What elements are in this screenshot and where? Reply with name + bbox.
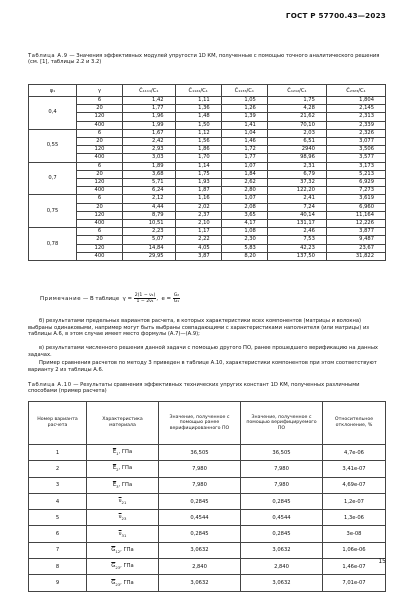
table9-value-cell: 9,487 [326,236,385,244]
table9-value-cell: 10,51 [123,220,176,228]
table9-gamma-cell: 120 [77,179,123,187]
tested-value-cell: 0,2845 [241,493,323,509]
table9-gamma-cell: 120 [77,146,123,154]
table9-col-c1111: C̄₁₁₁₁/C₁ [123,85,176,97]
table9-value-cell: 2940 [267,146,326,154]
table9-value-cell: 1,804 [326,97,385,105]
table9-value-cell: 1,14 [175,162,221,170]
reference-value-cell: 0,4544 [159,510,241,526]
table9-value-cell: 1,75 [175,170,221,178]
reference-value-cell: 3,0632 [159,575,241,591]
table9-value-cell: 2,339 [326,121,385,129]
table9-caption [28,53,386,66]
table9-value-cell: 2,41 [267,195,326,203]
table9-col-phi: φ₁ [29,85,77,97]
table9-value-cell: 14,84 [123,244,176,252]
table9-row [29,244,386,252]
characteristic-symbol: $\overline{E}$ [112,449,117,456]
table10-caption-label: Таблица А.10 [28,382,72,388]
characteristic-unit: , ГПа [118,449,133,456]
table9-gamma-cell: 6 [77,162,123,170]
characteristic-subscript: 31 [121,532,127,538]
paragraph-v: в) результатами численного решения данной задачи с помощью другого ПО, ранее прошедшего верификацию на данных задачах. [28,345,378,358]
reference-value-cell: 7,980 [159,461,241,477]
table10-row [29,542,386,558]
characteristic-symbol: $\overline{E}$ [112,465,117,472]
deviation-cell: 3,41е-07 [323,461,386,477]
table9-value-cell: 7,53 [267,236,326,244]
table9-value-cell: 2,37 [175,211,221,219]
tested-value-cell: 3,0632 [241,575,323,591]
table9-row [29,97,386,105]
table10-row [29,461,386,477]
table9-value-cell: 6,51 [267,138,326,146]
characteristic-symbol: $\overline{G}$ [111,579,116,586]
table9-value-cell: 2,02 [175,203,221,211]
table9-value-cell: 3,68 [123,170,176,178]
table9-value-cell: 5,71 [123,179,176,187]
table9-value-cell: 2,03 [267,129,326,137]
table9-row [29,146,386,154]
table9-row [29,179,386,187]
e-numerator: G₂ [173,293,180,298]
table9-value-cell: 1,11 [175,97,221,105]
table9-gamma-cell: 20 [77,236,123,244]
tested-value-cell: 0,2845 [241,526,323,542]
table9-value-cell: 4,28 [267,105,326,113]
table10-col-deviation: Относительное отклонение, % [323,402,386,445]
characteristic-unit: , ГПа [120,563,134,570]
characteristic-unit: , ГПа [118,465,133,472]
table9-caption-text: — Значения эффективных модулей упругости 1D КМ, полученные с помощью точного аналитического решения (см. [1], таблицы 2.2 и 3.2) [28,53,380,66]
deviation-cell: 1,2е-07 [323,493,386,509]
reference-value-cell: 0,2845 [159,493,241,509]
table9-value-cell: 1,87 [175,187,221,195]
table9-value-cell: 1,08 [221,228,267,236]
table9-value-cell: 1,70 [175,154,221,162]
formula-separator: , [156,296,159,302]
table9-phi-cell: 0,75 [29,195,77,228]
table9-value-cell: 12,226 [326,220,385,228]
gamma-numerator: 2(1 − ν₁) [134,293,156,298]
table9-value-cell: 98,96 [267,154,326,162]
table9-gamma-cell: 20 [77,138,123,146]
table9-gamma-cell: 20 [77,203,123,211]
table9-row [29,113,386,121]
table9-value-cell: 3,577 [326,154,385,162]
table9-value-cell: 31,822 [326,252,385,260]
table9-value-cell: 8,79 [123,211,176,219]
table9-value-cell: 2,31 [267,162,326,170]
variant-number-cell: 7 [29,542,87,558]
table9-value-cell: 6,24 [123,187,176,195]
table9-value-cell: 1,26 [221,105,267,113]
table10-col-reference-value: Значение, полученное с помощью ранее верифицированного ПО [159,402,241,445]
table10-row [29,510,386,526]
table9-value-cell: 2,93 [123,146,176,154]
deviation-cell: 4,7е-06 [323,445,386,461]
table9-value-cell: 3,619 [326,195,385,203]
table9-value-cell: 1,48 [175,113,221,121]
table9-phi-cell: 0,78 [29,228,77,261]
tested-value-cell: 2,840 [241,559,323,575]
deviation-cell: 1,3е-06 [323,510,386,526]
characteristic-cell [87,510,159,526]
table9-col-gamma: γ [77,85,123,97]
table9-value-cell: 1,84 [221,170,267,178]
table9-value-cell: 122,20 [267,187,326,195]
table10-col-tested-value: Значение, полученное с помощью верифицируемого ПО [241,402,323,445]
table9-value-cell: 2,23 [123,228,176,236]
table9-row [29,105,386,113]
gamma-formula-fraction [134,293,157,304]
table10-header-row [29,402,386,445]
table9-value-cell: 1,39 [221,113,267,121]
table9-value-cell: 3,65 [221,211,267,219]
table9-value-cell: 1,89 [123,162,176,170]
variant-number-cell: 2 [29,461,87,477]
deviation-cell: 1,06е-06 [323,542,386,558]
table9-value-cell: 4,17 [221,220,267,228]
characteristic-cell [87,461,159,477]
table9-row [29,187,386,195]
e-formula-lhs: e = [161,296,172,302]
table9-phi-cell: 0,7 [29,162,77,195]
table9-value-cell: 8,20 [221,252,267,260]
table9-gamma-cell: 20 [77,170,123,178]
table9-value-cell: 1,07 [221,162,267,170]
table9-value-cell: 1,07 [221,195,267,203]
gamma-denominator: 1 − 2ν₁ [136,299,154,304]
table9-value-cell: 1,41 [221,121,267,129]
table9-gamma-cell: 400 [77,121,123,129]
characteristic-subscript: 2 [116,467,119,473]
characteristic-subscript: 21 [121,500,127,506]
table9-value-cell: 1,75 [267,97,326,105]
table9-gamma-cell: 120 [77,113,123,121]
table9-col-c1212: C̄₁₂₁₂/C₁ [267,85,326,97]
variant-number-cell: 6 [29,526,87,542]
table9-value-cell: 1,12 [175,129,221,137]
table9-value-cell: 5,83 [221,244,267,252]
table9-row [29,203,386,211]
characteristic-subscript: 1 [116,451,119,457]
deviation-cell: 7,01е-07 [323,575,386,591]
table10-row [29,559,386,575]
characteristic-cell [87,493,159,509]
table9-value-cell: 1,67 [123,129,176,137]
table9-value-cell: 6,929 [326,179,385,187]
table9-row [29,195,386,203]
table9-value-cell: 1,42 [123,97,176,105]
table9-value-cell: 1,72 [221,146,267,154]
table9-value-cell: 7,273 [326,187,385,195]
characteristic-subscript: 23 [121,516,127,522]
deviation-cell: 1,46е-07 [323,559,386,575]
characteristic-symbol: $\overline{E}$ [112,481,117,488]
table9-value-cell: 21,62 [267,113,326,121]
note-text: — В таблице [81,296,120,302]
table9-value-cell: 1,77 [221,154,267,162]
table9-value-cell: 1,86 [175,146,221,154]
table10-col-variant: Номер варианта расчета [29,402,87,445]
tested-value-cell: 36,505 [241,445,323,461]
table9-value-cell: 1,16 [175,195,221,203]
table9-row [29,154,386,162]
characteristic-subscript: 23 [115,581,121,587]
characteristic-symbol: $\overline{\nu}$ [118,530,122,537]
tested-value-cell: 0,4544 [241,510,323,526]
tested-value-cell: 7,980 [241,461,323,477]
table9-value-cell: 3,87 [175,252,221,260]
table9-value-cell: 1,93 [175,179,221,187]
table10-col-characteristic: Характеристика материала [87,402,159,445]
table9-value-cell: 2,326 [326,129,385,137]
table-a9 [28,84,386,261]
table9-value-cell: 2,42 [123,138,176,146]
reference-value-cell: 36,505 [159,445,241,461]
gamma-formula-lhs: γ = [122,296,132,302]
characteristic-subscript: 12 [115,548,121,554]
table9-col-c2323: C̄₂₃₂₃/C₁ [326,85,385,97]
table9-value-cell: 42,23 [267,244,326,252]
reference-value-cell: 0,2845 [159,526,241,542]
table9-value-cell: 2,30 [221,236,267,244]
table9-gamma-cell: 6 [77,129,123,137]
table9-row [29,129,386,137]
characteristic-unit: , ГПа [120,546,134,553]
table9-gamma-cell: 6 [77,195,123,203]
table9-gamma-cell: 400 [77,252,123,260]
variant-number-cell: 4 [29,493,87,509]
table9-value-cell: 2,08 [221,203,267,211]
characteristic-unit: , ГПа [118,481,133,488]
table9-value-cell: 137,50 [267,252,326,260]
table10-caption-text: — Результаты сравнения эффективных технических упругих констант 1D КМ, полученных различными способами (пример расчета) [28,382,360,395]
table9-value-cell: 6,960 [326,203,385,211]
reference-value-cell: 3,0632 [159,542,241,558]
table9-value-cell: 70,10 [267,121,326,129]
table9-value-cell: 131,17 [267,220,326,228]
table9-value-cell: 2,145 [326,105,385,113]
table9-row [29,211,386,219]
deviation-cell: 4,69е-07 [323,477,386,493]
table10-caption [28,382,386,395]
variant-number-cell: 3 [29,477,87,493]
characteristic-subscript: 23 [115,565,121,571]
e-denominator: G₁ [173,299,180,304]
table9-value-cell: 5,07 [123,236,176,244]
table9-row [29,170,386,178]
table9-value-cell: 1,99 [123,121,176,129]
characteristic-cell [87,542,159,558]
characteristic-symbol: $\overline{G}$ [111,563,116,570]
table9-note [40,293,180,304]
variant-number-cell: 5 [29,510,87,526]
tested-value-cell: 3,0632 [241,542,323,558]
characteristic-cell [87,477,159,493]
table9-gamma-cell: 400 [77,154,123,162]
table9-row [29,236,386,244]
table10-row [29,575,386,591]
table9-header-row [29,85,386,97]
table9-value-cell: 1,17 [175,228,221,236]
table9-value-cell: 3,173 [326,162,385,170]
table9-value-cell: 37,32 [267,179,326,187]
table9-row [29,228,386,236]
table9-phi-cell: 0,55 [29,129,77,162]
table9-value-cell: 3,077 [326,138,385,146]
table-a10 [28,401,386,592]
variant-number-cell: 1 [29,445,87,461]
table9-value-cell: 1,04 [221,129,267,137]
table9-value-cell: 2,12 [123,195,176,203]
characteristic-unit: , ГПа [120,579,134,586]
table9-value-cell: 1,77 [123,105,176,113]
table9-row [29,252,386,260]
variant-number-cell: 9 [29,575,87,591]
e-formula-fraction [173,293,180,304]
note-label: Примечание [40,296,82,302]
table9-value-cell: 4,44 [123,203,176,211]
table10-row [29,493,386,509]
table9-value-cell: 40,14 [267,211,326,219]
table9-value-cell: 2,62 [221,179,267,187]
table9-value-cell: 3,506 [326,146,385,154]
table9-row [29,220,386,228]
table9-caption-label: Таблица А.9 [28,53,68,59]
table9-value-cell: 1,96 [123,113,176,121]
table9-row [29,121,386,129]
table9-col-c1122: C̄₁₁₂₂/C₁ [175,85,221,97]
table10-row [29,445,386,461]
table9-phi-cell: 0,4 [29,97,77,130]
table9-value-cell: 2,22 [175,236,221,244]
table9-value-cell: 1,50 [175,121,221,129]
table9-value-cell: 3,03 [123,154,176,162]
table9-gamma-cell: 400 [77,220,123,228]
table9-row [29,162,386,170]
tested-value-cell: 7,980 [241,477,323,493]
table9-value-cell: 23,67 [326,244,385,252]
table10-row [29,477,386,493]
variant-number-cell: 8 [29,559,87,575]
paragraph-b: б) результатами предельных вариантов расчета, в которых характеристики всех компонентов (матрицы и волокна) выбраны одинаковыми, например могут быть выбраны совпадающими с характеристиками наполнителя (или матрицы) из таблицы А.6, в этом случае имеет место формулы (А.7)—(А.9); [28,318,370,337]
table9-value-cell: 3,877 [326,228,385,236]
table9-value-cell: 29,95 [123,252,176,260]
reference-value-cell: 2,840 [159,559,241,575]
table9-gamma-cell: 6 [77,97,123,105]
paragraph-example: Пример сравнения расчетов по методу 3 приведен в таблице А.10, характеристики компонентов при этом соответствуют варианту 2 из таблицы А.6. [28,360,377,373]
characteristic-cell [87,559,159,575]
deviation-cell: 3е-08 [323,526,386,542]
characteristic-symbol: $\overline{G}$ [111,546,116,553]
table9-gamma-cell: 120 [77,211,123,219]
table9-value-cell: 1,56 [175,138,221,146]
reference-value-cell: 7,980 [159,477,241,493]
table9-value-cell: 4,05 [175,244,221,252]
table9-gamma-cell: 120 [77,244,123,252]
table9-gamma-cell: 400 [77,187,123,195]
characteristic-symbol: $\overline{\nu}$ [118,514,122,521]
table9-value-cell: 7,24 [267,203,326,211]
table9-row [29,138,386,146]
table10-row [29,526,386,542]
characteristic-cell [87,526,159,542]
characteristic-symbol: $\overline{\nu}$ [118,498,122,505]
document-code: ГОСТ Р 57700.43—2023 [285,11,386,20]
table9-value-cell: 1,46 [221,138,267,146]
table9-gamma-cell: 6 [77,228,123,236]
characteristic-subscript: 3 [116,483,119,489]
table9-value-cell: 2,313 [326,113,385,121]
table9-gamma-cell: 20 [77,105,123,113]
table9-value-cell: 2,80 [221,187,267,195]
table9-value-cell: 1,05 [221,97,267,105]
table9-col-c1133: C̄₁₁₃₃/C₁ [221,85,267,97]
table9-value-cell: 1,36 [175,105,221,113]
table9-value-cell: 6,79 [267,170,326,178]
table9-value-cell: 2,10 [175,220,221,228]
characteristic-cell [87,575,159,591]
table9-value-cell: 2,46 [267,228,326,236]
page-number: 15 [378,558,386,565]
table9-value-cell: 11,164 [326,211,385,219]
table9-value-cell: 5,213 [326,170,385,178]
characteristic-cell [87,445,159,461]
